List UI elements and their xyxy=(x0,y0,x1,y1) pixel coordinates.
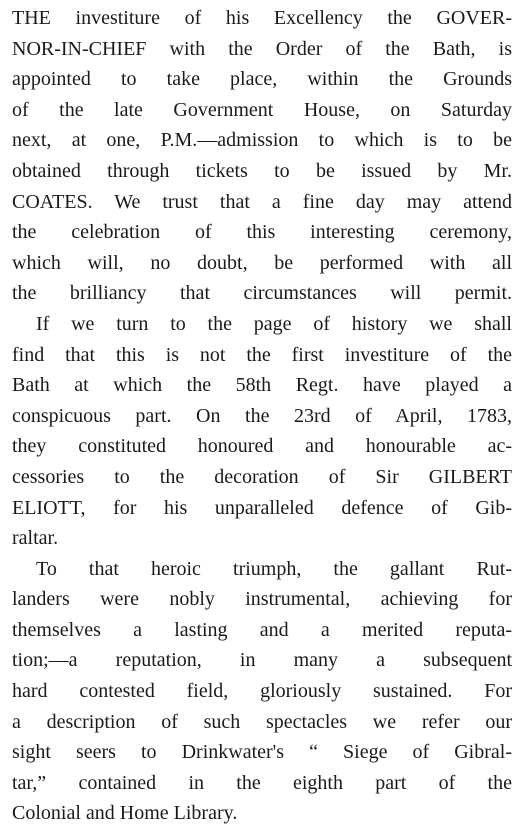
text-line: obtained through tickets to be issued by Mr. xyxy=(12,159,512,182)
text-line: the brilliancy that circumstances will permit. xyxy=(12,282,512,305)
text-line: cessories to the decoration of Sir GILBERT xyxy=(12,465,512,488)
text-line: Colonial and Home Library. xyxy=(12,802,238,825)
text-line: hard contested field, gloriously sustained. For xyxy=(12,680,512,703)
text-line: a description of such spectacles we refer our xyxy=(12,710,512,733)
text-line: To that heroic triumph, the gallant Rut- xyxy=(36,557,512,580)
text-line: which will, no doubt, be performed with all xyxy=(12,251,512,274)
text-line: tion;—a reputation, in many a subsequent xyxy=(12,649,512,672)
text-line: next, at one, P.M.—admission to which is to be xyxy=(12,129,512,152)
text-line: If we turn to the page of history we shall xyxy=(36,312,512,335)
text-line: they constituted honoured and honourable ac- xyxy=(12,435,512,458)
paragraph-gibraltar xyxy=(12,554,512,829)
text-line: tar,” contained in the eighth part of the xyxy=(12,771,512,794)
text-line: of the late Government House, on Saturday xyxy=(12,98,512,121)
text-line: COATES. We trust that a fine day may attend xyxy=(12,190,512,213)
text-line: the celebration of this interesting ceremony, xyxy=(12,221,512,244)
text-line: NOR-IN-CHIEF with the Order of the Bath, is xyxy=(12,37,512,60)
paragraph-investiture xyxy=(12,3,512,309)
text-line: THE investiture of his Excellency the GOVER- xyxy=(12,7,512,29)
text-line: raltar. xyxy=(12,527,59,550)
text-line: ELIOTT, for his unparalleled defence of Gib- xyxy=(12,496,512,519)
text-line: find that this is not the first investiture of the xyxy=(12,343,512,366)
text-line: appointed to take place, within the Grounds xyxy=(12,68,512,91)
text-line: conspicuous part. On the 23rd of April, 1783, xyxy=(12,404,512,427)
text-line: landers were nobly instrumental, achieving for xyxy=(12,588,512,611)
text-line: sight seers to Drinkwater's “ Siege of Gibral- xyxy=(12,741,512,764)
text-line: themselves a lasting and a merited reputa- xyxy=(12,618,512,641)
newspaper-article xyxy=(12,3,512,829)
text-line: Bath at which the 58th Regt. have played a xyxy=(12,374,512,397)
paragraph-history xyxy=(12,309,512,554)
